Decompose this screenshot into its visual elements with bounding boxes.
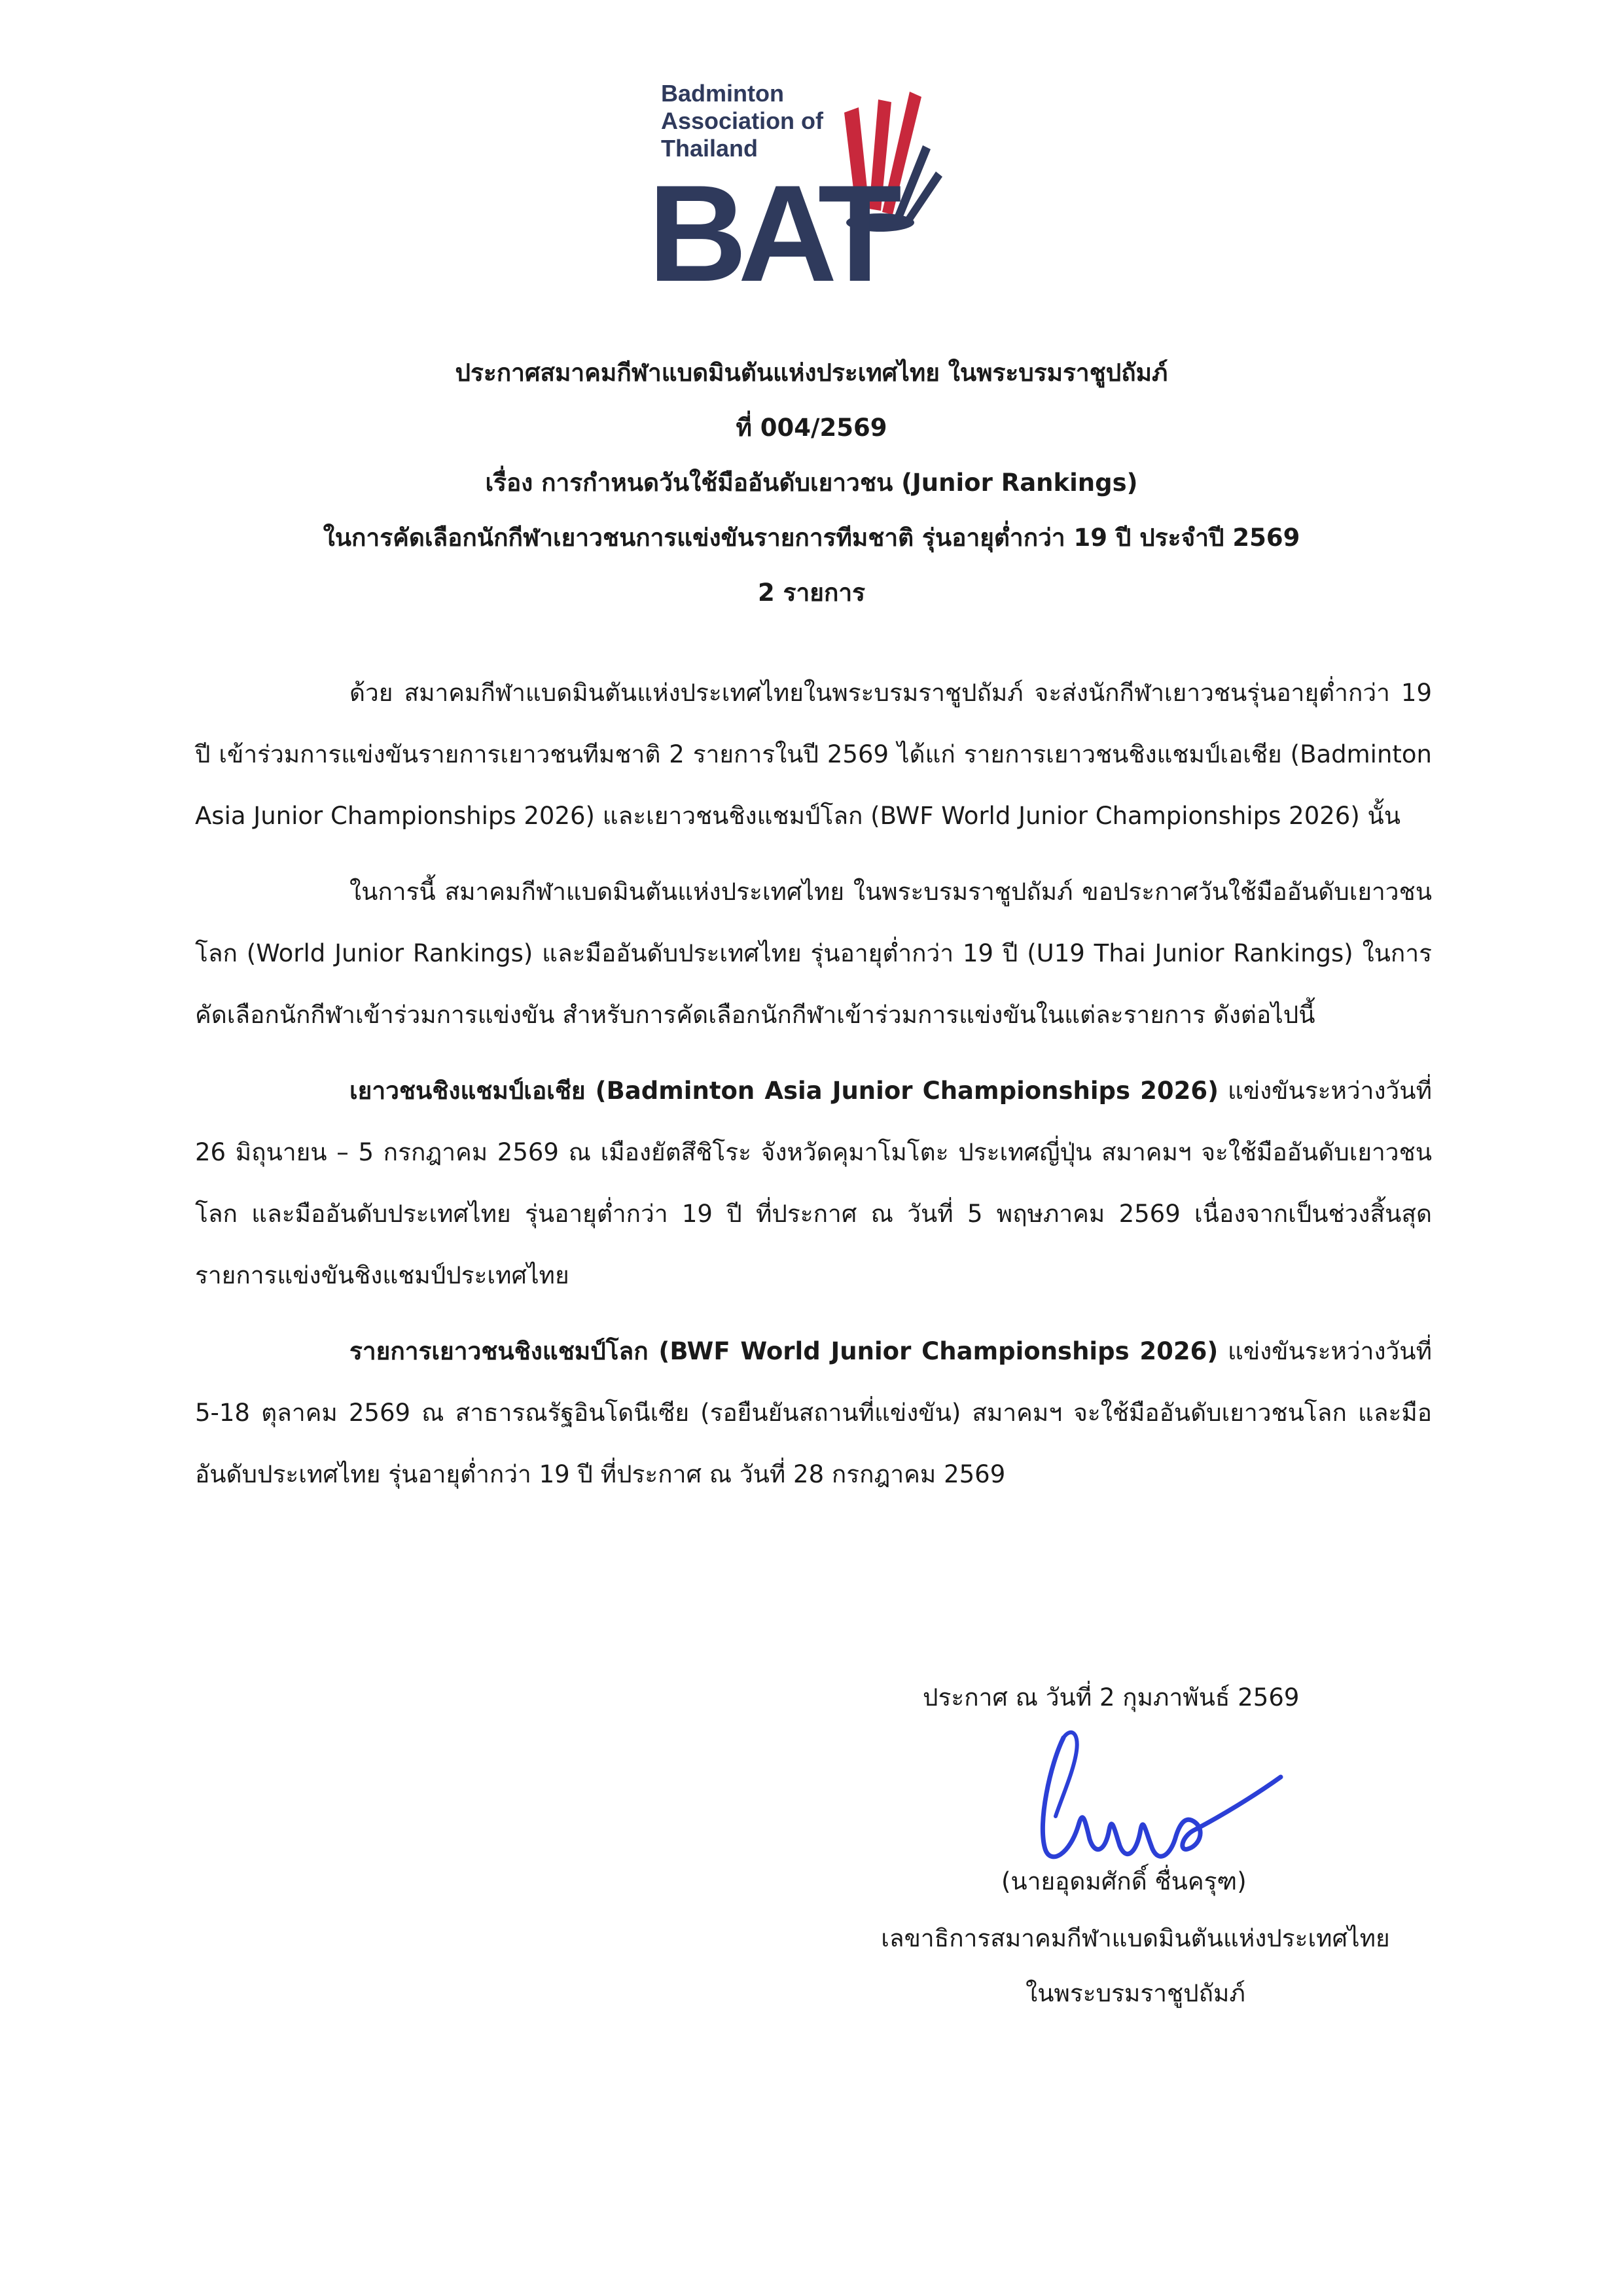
signatory-position-line-1: เลขาธิการสมาคมกีฬาแบดมินตันแห่งประเทศไทย — [881, 1924, 1390, 1952]
logo-bat-mark: BAT — [648, 156, 893, 310]
heading-subject: เรื่อง การกำหนดวันใช้มืออันดับเยาวชน (Junior Rankings) — [485, 469, 1138, 497]
logo-line-2: Association of — [661, 107, 824, 134]
signatory-position-line-2: ในพระบรมราชูปถัมภ์ — [1026, 1979, 1245, 2007]
paragraph-asia-junior — [195, 1060, 1432, 1306]
heading-number: ที่ 004/2569 — [736, 414, 887, 442]
asia-junior-title: เยาวชนชิงแชมป์เอเชีย (Badminton Asia Junior Championships 2026) — [349, 1077, 1219, 1105]
logo-wordmark — [661, 80, 823, 162]
world-junior-title: รายการเยาวชนชิงแชมป์โลก (BWF World Junior Championships 2026) — [349, 1337, 1219, 1365]
signatory-name: (นายอุดมศักดิ์ ชื่นครุฑ) — [1001, 1867, 1247, 1895]
paragraph-rankings: ในการนี้ สมาคมกีฬาแบดมินตันแห่งประเทศไทย ในพระบรมราชูปถัมภ์ ขอประกาศวันใช้มืออันดับเยาวชนโลก (World Junior Rankings) และมืออันดับประเทศไทย รุ่นอายุต่ำกว่า 19 ปี (U19 Thai Junior Rankings) ในการคัดเลือกนักกีฬาเข้าร่วมการแข่งขัน สำหรับการคัดเลือกนักกีฬาเข้าร่วมการแข่งขันในแต่ละรายการ ดังต่อไปนี้ — [195, 878, 1432, 1029]
heading-scope: ในการคัดเลือกนักกีฬาเยาวชนการแข่งขันรายการทีมชาติ รุ่นอายุต่ำกว่า 19 ปี ประจำปี 2569 — [323, 524, 1300, 552]
logo-line-3: Thailand — [661, 135, 758, 162]
heading-title: ประกาศสมาคมกีฬาแบดมินตันแห่งประเทศไทย ในพระบรมราชูปถัมภ์ — [455, 359, 1168, 387]
announcement-heading — [131, 346, 1492, 620]
logo-line-1: Badminton — [661, 80, 784, 107]
announcement-date: ประกาศ ณ วันที่ 2 กุมภาพันธ์ 2569 — [923, 1683, 1300, 1712]
heading-count: 2 รายการ — [757, 579, 865, 607]
signatory-position — [841, 1911, 1430, 2021]
announcement-body — [195, 662, 1432, 1520]
signature-icon — [1024, 1725, 1286, 1875]
paragraph-intro: ด้วย สมาคมกีฬาแบดมินตันแห่งประเทศไทยในพระบรมราชูปถัมภ์ จะส่งนักกีฬาเยาวชนรุ่นอายุต่ำกว่า 19 ปี เข้าร่วมการแข่งขันรายการเยาวชนทีมชาติ 2 รายการในปี 2569 ได้แก่ รายการเยาวชนชิงแชมป์เอเชีย (Badminton Asia Junior Championships 2026) และเยาวชนชิงแชมป์โลก (BWF World Junior Championships 2026) นั้น — [195, 679, 1432, 830]
asia-junior-details: แข่งขันระหว่างวันที่ 26 มิถุนายน – 5 กรกฎาคม 2569 ณ เมืองยัตสึชิโระ จังหวัดคุมาโมโตะ ประเทศญี่ปุ่น สมาคมฯ จะใช้มืออันดับเยาวชนโลก และมืออันดับประเทศไทย รุ่นอายุต่ำกว่า 19 ปี ที่ประกาศ ณ วันที่ 5 พฤษภาคม 2569 เนื่องจากเป็นช่วงสิ้นสุดรายการแข่งขันชิงแชมป์ประเทศไทย — [195, 1077, 1432, 1289]
paragraph-world-junior — [195, 1321, 1432, 1505]
world-junior-details: แข่งขันระหว่างวันที่ 5-18 ตุลาคม 2569 ณ สาธารณรัฐอินโดนีเซีย (รอยืนยันสถานที่แข่งขัน) สมาคมฯ จะใช้มืออันดับเยาวชนโลก และมืออันดับประเทศไทย รุ่นอายุต่ำกว่า 19 ปี ที่ประกาศ ณ วันที่ 28 กรกฎาคม 2569 — [195, 1337, 1432, 1488]
bat-logo — [648, 73, 955, 309]
